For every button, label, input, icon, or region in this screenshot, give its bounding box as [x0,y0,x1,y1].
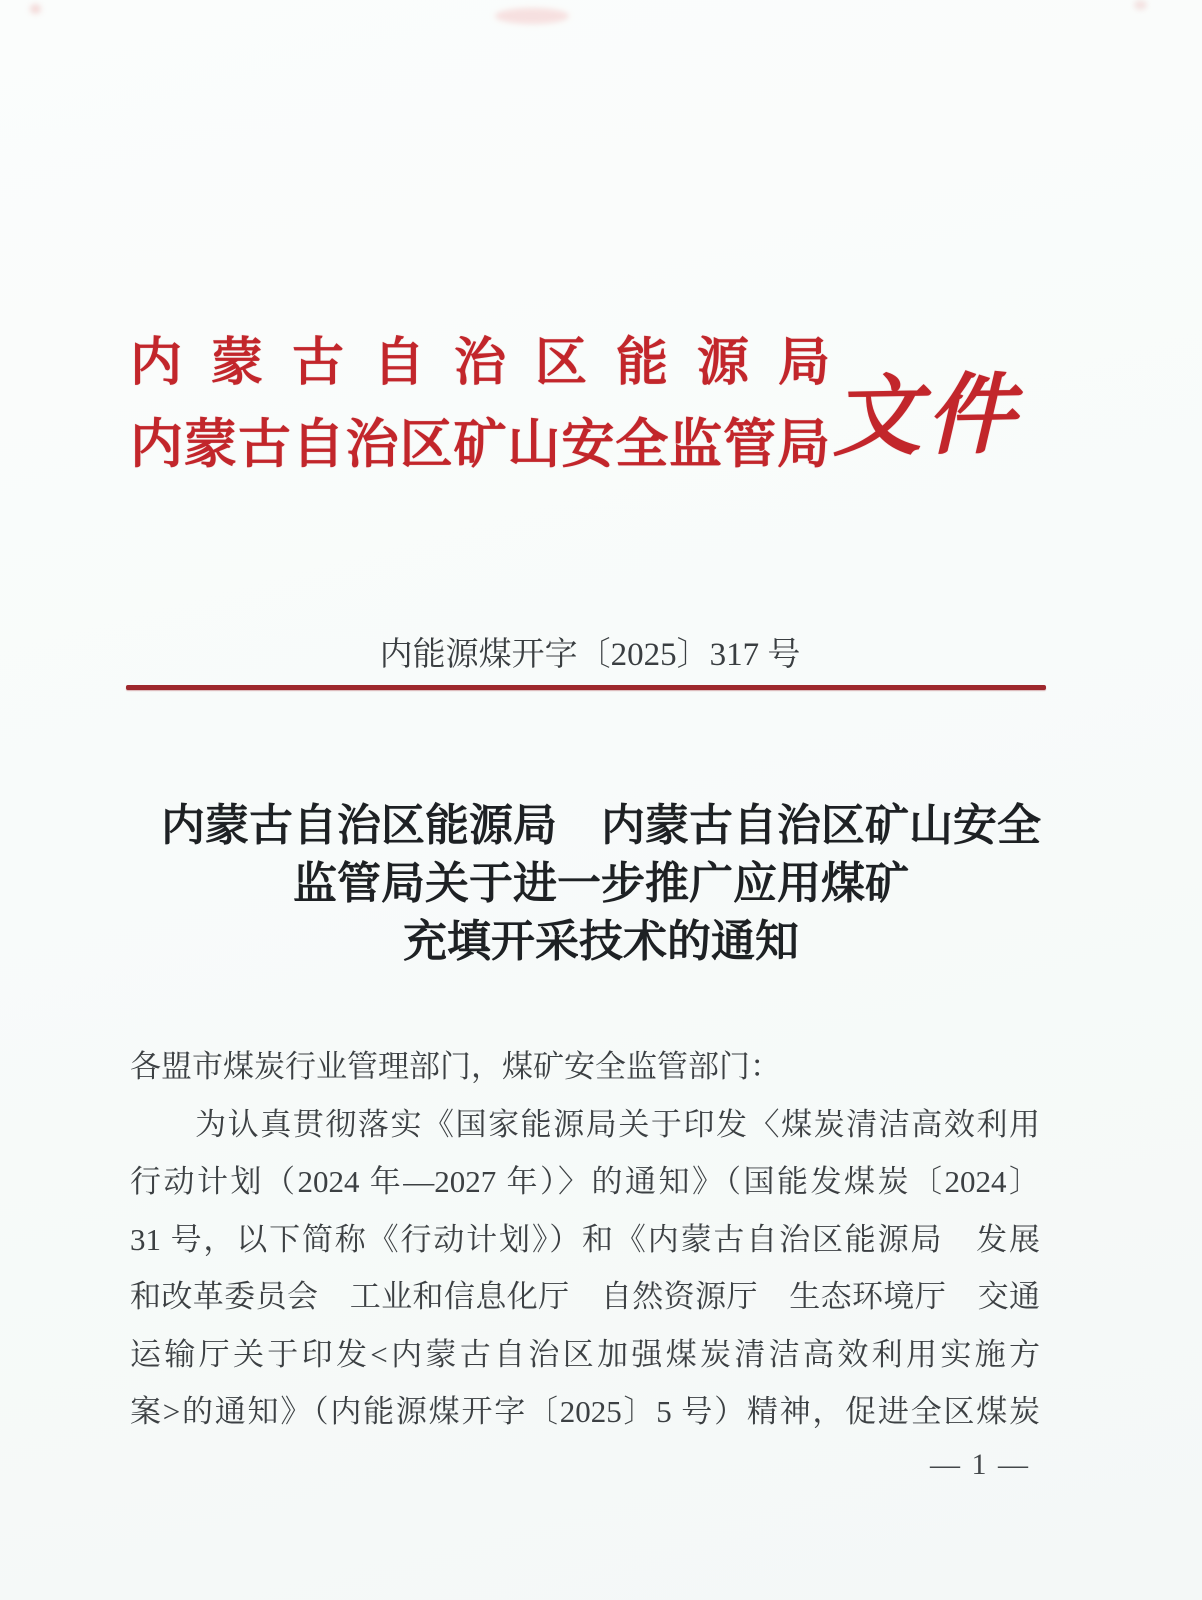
document-title [0,797,1202,971]
document-title-line-1: 内蒙古自治区能源局 内蒙古自治区矿山安全 [161,801,1041,850]
body-line: 行动计划（2024 年—2027 年）〉的通知》（国能发煤炭〔2024〕 [130,1164,1040,1199]
body-line: 案>的通知》（内能源煤开字〔2025〕5 号）精神，促进全区煤炭 [130,1394,1040,1429]
document-label: 文件 [828,367,1038,468]
document-title-line-2: 监管局关于进一步推广应用煤矿 [293,859,909,908]
scan-artifact [30,4,41,14]
red-divider-line [126,685,1046,690]
body-line: 运输厅关于印发<内蒙古自治区加强煤炭清洁高效利用实施方 [130,1336,1040,1372]
document-body [130,1038,1040,1441]
body-line: 为认真贯彻落实《国家能源局关于印发〈煤炭清洁高效利用 [130,1106,1040,1142]
body-line: 和改革委员会 工业和信息化厅 自然资源厅 生态环境厅 交通 [130,1279,1040,1314]
agency-name-line-1: 内蒙古自治区能源局 [130,335,830,392]
scan-artifact [1134,0,1147,10]
document-title-line-3: 充填开采技术的通知 [403,917,799,966]
page-number: — 1 — [930,1448,1030,1481]
agency-name-line-2: 内蒙古自治区矿山安全监管局 [130,416,830,474]
salutation: 各盟市煤炭行业管理部门，煤矿安全监管部门： [130,1049,781,1084]
scan-artifact [495,8,569,24]
document-number: 内能源煤开字〔2025〕317 号 [379,637,801,673]
body-line: 31 号，以下简称《行动计划》）和《内蒙古自治区能源局 发展 [130,1221,1040,1257]
